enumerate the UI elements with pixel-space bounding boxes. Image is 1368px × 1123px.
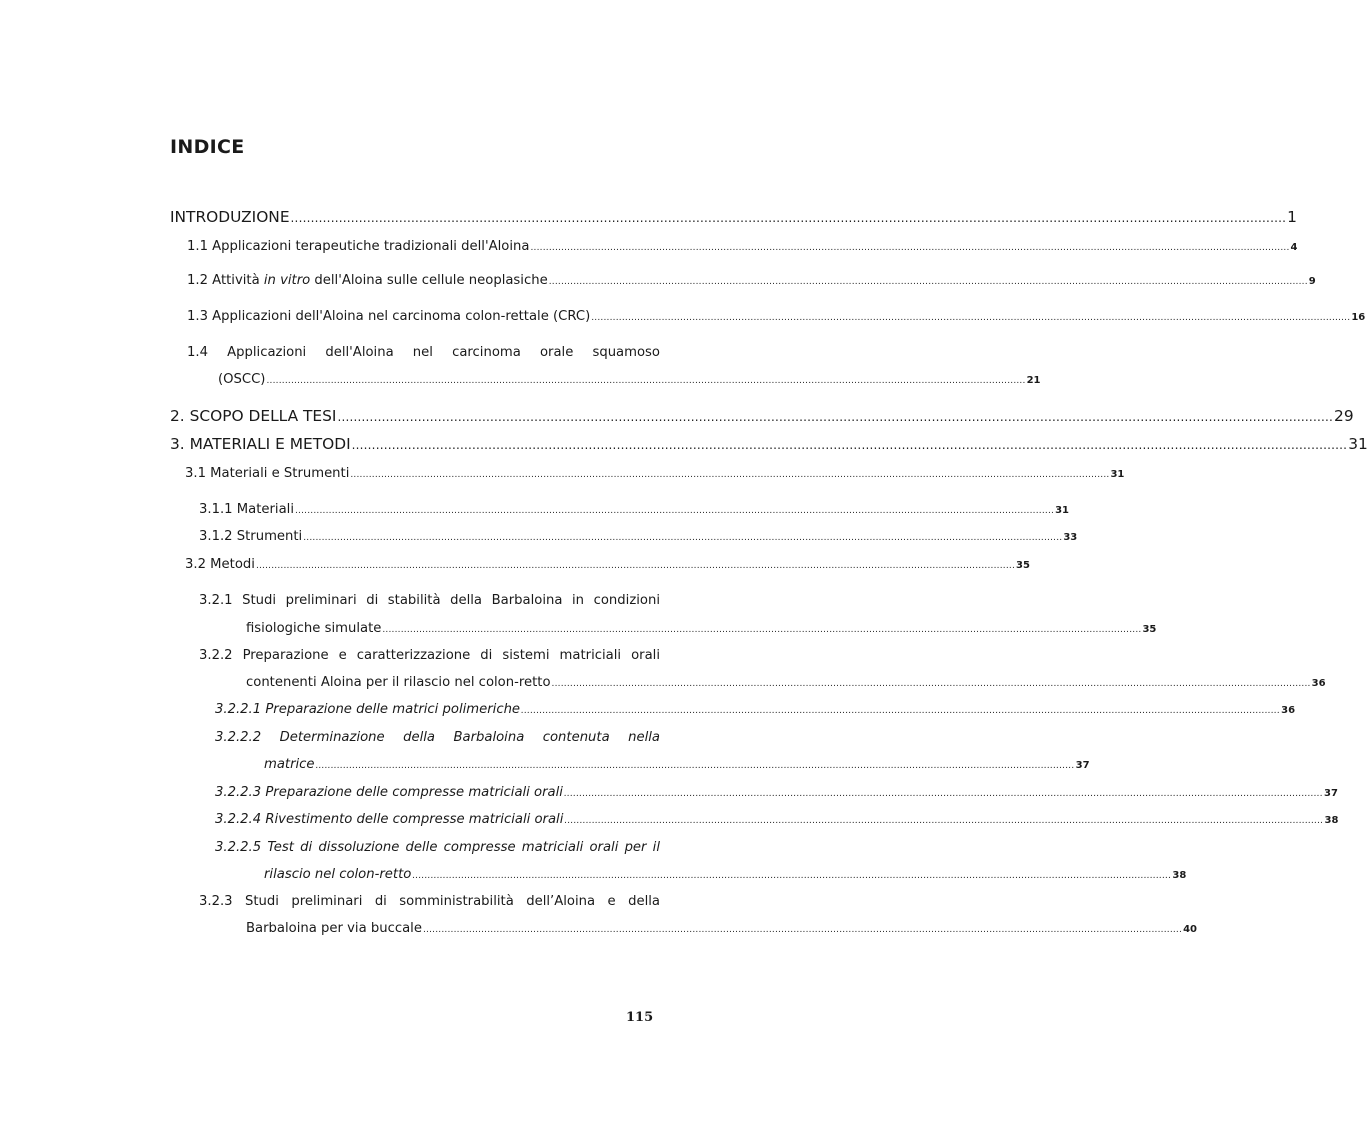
toc-entry-3-2[interactable]	[185, 556, 1030, 575]
dot-leader: ........................................................................................................................................................................................................................................................	[382, 625, 1142, 635]
toc-entry-2[interactable]	[170, 406, 1354, 427]
toc-entry-1-4[interactable]	[218, 371, 1041, 390]
toc-entry-text: 1.1 Applicazioni terapeutiche tradizionali dell'Aloina	[187, 239, 530, 254]
toc-entry-text: 1.3 Applicazioni dell'Aloina nel carcinoma colon-rettale (CRC)	[187, 309, 591, 324]
dot-leader: ........................................................................................................................................................................................................................................................	[351, 438, 1348, 452]
toc-entry-3[interactable]	[170, 434, 1368, 455]
dot-leader: ........................................................................................................................................................................................................................................................	[290, 211, 1287, 225]
dot-leader: ........................................................................................................................................................................................................................................................	[295, 506, 1055, 516]
toc-page-number: 36	[1281, 705, 1296, 716]
toc-entry-3-2-2-5-line1[interactable]	[215, 839, 660, 857]
toc-entry-text: INTRODUZIONE	[170, 208, 290, 226]
dot-leader: ........................................................................................................................................................................................................................................................	[337, 410, 1334, 424]
toc-entry-3-2-3[interactable]	[246, 920, 1197, 939]
toc-page-number: 38	[1172, 870, 1187, 881]
toc-entry-number: 3.2.2.4	[215, 812, 262, 827]
toc-entry-3-1[interactable]	[185, 465, 1125, 484]
toc-entry-title: Rivestimento delle compresse matriciali orali	[265, 812, 564, 827]
dot-leader: ........................................................................................................................................................................................................................................................	[350, 470, 1110, 480]
dot-leader: ........................................................................................................................................................................................................................................................	[551, 679, 1311, 689]
toc-entry-text: Barbaloina per via buccale	[246, 921, 422, 936]
toc-entry-text: matrice	[264, 757, 315, 772]
toc-entry-text: fisiologiche simulate	[246, 621, 382, 636]
page-number: 115	[626, 1010, 654, 1025]
toc-page-number: 35	[1142, 624, 1157, 635]
dot-leader: ........................................................................................................................................................................................................................................................	[422, 925, 1183, 935]
toc-page-number: 4	[1290, 242, 1298, 253]
toc-entry-text	[187, 272, 548, 290]
toc-entry-3-2-1-line1[interactable]: 3.2.1 Studi preliminari di stabilità della Barbaloina in condizioni	[199, 593, 660, 608]
toc-page-number: 37	[1324, 788, 1338, 799]
toc-entry-number: 3.2.2.2	[215, 730, 262, 745]
toc-page-number: 36	[1311, 678, 1326, 689]
toc-entry-number: 3.2.2.3	[215, 785, 262, 800]
dot-leader: ........................................................................................................................................................................................................................................................	[563, 789, 1324, 799]
dot-leader: ........................................................................................................................................................................................................................................................	[315, 761, 1075, 771]
toc-entry-1-4-line1[interactable]: 1.4 Applicazioni dell'Aloina nel carcinoma orale squamoso	[187, 345, 660, 360]
toc-page-number: 33	[1063, 532, 1078, 543]
toc-entry-text: 3. MATERIALI E METODI	[170, 435, 351, 453]
toc-entry-introduzione[interactable]	[170, 207, 1297, 228]
dot-leader: ........................................................................................................................................................................................................................................................	[412, 871, 1172, 881]
toc-entry-3-1-1[interactable]	[199, 501, 1070, 520]
dot-leader: ........................................................................................................................................................................................................................................................	[303, 533, 1063, 543]
toc-entry-1-3[interactable]	[187, 308, 1366, 327]
toc-page-number: 37	[1075, 760, 1090, 771]
toc-page-number: 31	[1110, 469, 1125, 480]
dot-leader: ........................................................................................................................................................................................................................................................	[255, 561, 1016, 571]
toc-entry-text	[215, 811, 563, 829]
toc-entry-1-2[interactable]	[187, 272, 1316, 291]
dot-leader: ........................................................................................................................................................................................................................................................	[266, 376, 1026, 386]
toc-entry-title: Determinazione della Barbaloina contenuta nella	[279, 730, 660, 745]
toc-entry-text: 3.1.1 Materiali	[199, 502, 294, 517]
toc-entry-text: (OSCC)	[218, 372, 266, 387]
toc-entry-title: Preparazione delle compresse matriciali orali	[265, 785, 563, 800]
toc-entry-3-2-3-line1[interactable]: 3.2.3 Studi preliminari di somministrabilità dell’Aloina e della	[199, 894, 660, 909]
toc-page-number: 40	[1183, 924, 1197, 935]
toc-entry-title: Test di dissoluzione delle compresse matriciali orali per il	[267, 840, 660, 855]
toc-page-number: 38	[1324, 815, 1339, 826]
toc-entry-text-italic: in vitro	[263, 273, 311, 288]
toc-entry-text: rilascio nel colon-retto	[264, 867, 412, 882]
toc-entry-title: Preparazione delle matrici polimeriche	[265, 702, 521, 717]
toc-page-number: 31	[1055, 505, 1070, 516]
toc-page-number: 1	[1287, 208, 1297, 226]
toc-entry-3-2-2-2-line1[interactable]	[215, 729, 660, 747]
toc-entry-text: 2. SCOPO DELLA TESI	[170, 407, 337, 425]
toc-entry-text-prefix: 1.2 Attività	[187, 273, 264, 288]
dot-leader: ........................................................................................................................................................................................................................................................	[564, 816, 1324, 826]
dot-leader: ........................................................................................................................................................................................................................................................	[591, 313, 1351, 323]
dot-leader: ........................................................................................................................................................................................................................................................	[530, 243, 1290, 253]
toc-entry-3-2-2-4[interactable]	[215, 811, 1339, 830]
toc-entry-text: 3.2 Metodi	[185, 557, 255, 572]
toc-page-number: 31	[1348, 435, 1368, 453]
toc-entry-text	[215, 701, 520, 719]
toc-entry-text	[215, 784, 563, 802]
toc-entry-3-2-2-5[interactable]	[264, 866, 1187, 885]
toc-entry-text: 3.1 Materiali e Strumenti	[185, 466, 350, 481]
toc-entry-1-1[interactable]	[187, 238, 1298, 257]
toc-entry-text-suffix: dell'Aloina sulle cellule neoplasiche	[310, 273, 548, 288]
toc-entry-3-2-1[interactable]	[246, 620, 1157, 639]
page-title: INDICE	[170, 136, 245, 158]
toc-entry-number: 3.2.2.5	[215, 840, 262, 855]
toc-page-number: 21	[1026, 375, 1041, 386]
toc-entry-text: 3.1.2 Strumenti	[199, 529, 303, 544]
toc-page-number: 35	[1016, 560, 1030, 571]
toc-page-number: 29	[1334, 407, 1354, 425]
toc-entry-text: contenenti Aloina per il rilascio nel colon-retto	[246, 675, 551, 690]
toc-entry-3-1-2[interactable]	[199, 528, 1078, 547]
dot-leader: ........................................................................................................................................................................................................................................................	[521, 706, 1281, 716]
toc-page-number: 16	[1351, 312, 1366, 323]
dot-leader: ........................................................................................................................................................................................................................................................	[548, 277, 1308, 287]
toc-entry-3-2-2-1[interactable]	[215, 701, 1296, 720]
toc-entry-3-2-2-3[interactable]	[215, 784, 1338, 803]
toc-page-number: 9	[1308, 276, 1316, 287]
toc-entry-3-2-2[interactable]	[246, 674, 1326, 693]
toc-entry-number: 3.2.2.1	[215, 702, 262, 717]
toc-entry-3-2-2-line1[interactable]: 3.2.2 Preparazione e caratterizzazione di sistemi matriciali orali	[199, 648, 660, 663]
toc-entry-3-2-2-2[interactable]	[264, 756, 1090, 775]
